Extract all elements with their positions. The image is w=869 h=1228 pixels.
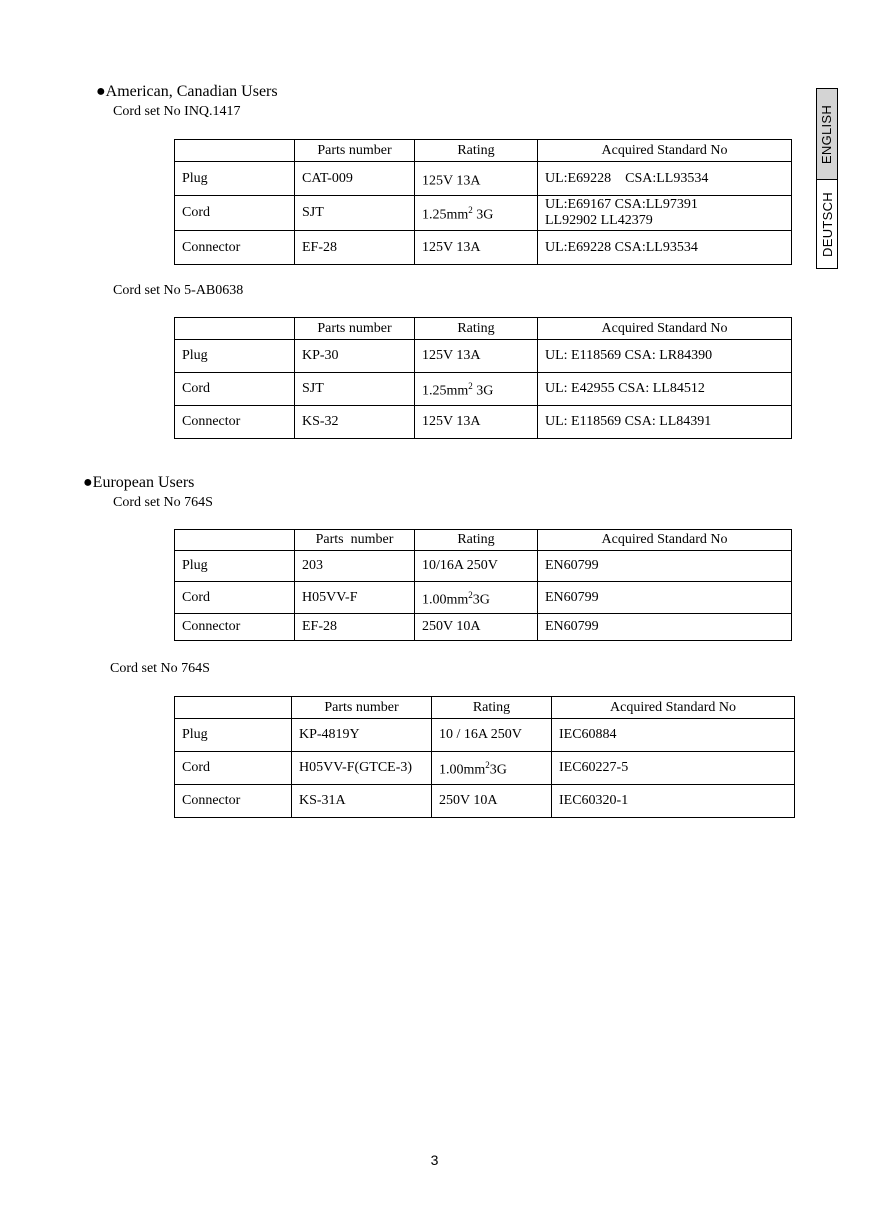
tab-deutsch[interactable] <box>817 180 837 268</box>
part-cell: KP-30 <box>295 340 415 373</box>
header-cell: Acquired Standard No <box>538 530 792 551</box>
part-cell: SJT <box>295 196 415 231</box>
rating-cell: 125V 13A <box>415 340 538 373</box>
part-cell: H05VV-F <box>295 582 415 614</box>
standard-cell: UL: E118569 CSA: LR84390 <box>538 340 792 373</box>
item-cell: Cord <box>175 752 292 785</box>
table-row <box>175 752 795 785</box>
table-header-row <box>175 530 792 551</box>
rating-cell: $1.25mm^2$ 3G <box>415 373 538 406</box>
tab-deutsch-label: DEUTSCH <box>819 191 835 257</box>
rating-cell: 10 / 16A 250V <box>432 719 552 752</box>
item-cell: Plug <box>175 719 292 752</box>
standard-cell: IEC60884 <box>552 719 795 752</box>
item-cell: Plug <box>175 162 295 196</box>
header-cell: Parts number <box>295 530 415 551</box>
standard-cell: EN60799 <box>538 614 792 641</box>
part-cell: KS-32 <box>295 406 415 439</box>
cord-set-label-2: Cord set No 5-AB0638 <box>113 283 244 298</box>
header-cell: Rating <box>415 530 538 551</box>
table-row <box>175 196 792 231</box>
table-row <box>175 582 792 614</box>
header-cell <box>175 530 295 551</box>
table-row <box>175 373 792 406</box>
item-cell: Connector <box>175 406 295 439</box>
standard-cell: UL: E42955 CSA: LL84512 <box>538 373 792 406</box>
header-cell <box>175 318 295 340</box>
rating-cell: $1.00mm^23G$ <box>415 582 538 614</box>
table-header-row <box>175 318 792 340</box>
rating-cell: 125V 13A <box>415 406 538 439</box>
header-cell: Rating <box>415 140 538 162</box>
item-cell: Connector <box>175 231 295 265</box>
item-cell: Plug <box>175 340 295 373</box>
item-cell: Connector <box>175 785 292 818</box>
rating-cell: 250V 10A <box>432 785 552 818</box>
rating-cell: $1.00mm^23G$ <box>432 752 552 785</box>
table-header-row <box>175 140 792 162</box>
header-cell: Parts number <box>292 697 432 719</box>
header-cell: Parts number <box>295 140 415 162</box>
rating-cell: 10/16A 250V <box>415 551 538 582</box>
table-row <box>175 614 792 641</box>
table-row <box>175 340 792 373</box>
part-cell: KP-4819Y <box>292 719 432 752</box>
language-tabs <box>816 88 838 269</box>
tab-english-label: ENGLISH <box>819 104 835 164</box>
item-cell: Cord <box>175 373 295 406</box>
header-cell: Rating <box>415 318 538 340</box>
part-cell: EF-28 <box>295 614 415 641</box>
header-cell: Acquired Standard No <box>538 318 792 340</box>
standard-cell: EN60799 <box>538 551 792 582</box>
header-cell: Rating <box>432 697 552 719</box>
spec-table-2 <box>174 317 792 439</box>
cord-set-label-1: Cord set No INQ.1417 <box>113 104 241 119</box>
part-cell: EF-28 <box>295 231 415 265</box>
spec-table-4 <box>174 696 795 818</box>
section-heading-american: ●American, Canadian Users <box>96 83 278 100</box>
rating-cell: 125V 13A <box>415 162 538 196</box>
cord-set-label-4: Cord set No 764S <box>110 661 210 676</box>
table-row <box>175 231 792 265</box>
table-header-row <box>175 697 795 719</box>
table-row <box>175 162 792 196</box>
rating-cell: 250V 10A <box>415 614 538 641</box>
table-row <box>175 406 792 439</box>
item-cell: Cord <box>175 582 295 614</box>
item-cell: Plug <box>175 551 295 582</box>
table-row <box>175 719 795 752</box>
table-row <box>175 785 795 818</box>
part-cell: KS-31A <box>292 785 432 818</box>
rating-cell: $1.25mm^2$ 3G <box>415 196 538 231</box>
part-cell: H05VV-F(GTCE-3) <box>292 752 432 785</box>
header-cell <box>175 140 295 162</box>
spec-table-1 <box>174 139 792 265</box>
standard-cell: UL: E118569 CSA: LL84391 <box>538 406 792 439</box>
standard-cell: IEC60227-5 <box>552 752 795 785</box>
item-cell: Connector <box>175 614 295 641</box>
standard-cell: IEC60320-1 <box>552 785 795 818</box>
header-cell: Acquired Standard No <box>538 140 792 162</box>
standard-cell: UL:E69167 CSA:LL97391 LL92902 LL42379 <box>538 196 792 231</box>
standard-cell: UL:E69228 CSA:LL93534 <box>538 231 792 265</box>
header-cell: Acquired Standard No <box>552 697 795 719</box>
part-cell: CAT-009 <box>295 162 415 196</box>
standard-cell: UL:E69228 CSA:LL93534 <box>538 162 792 196</box>
header-cell <box>175 697 292 719</box>
page-number: 3 <box>430 1152 439 1168</box>
item-cell: Cord <box>175 196 295 231</box>
header-cell: Parts number <box>295 318 415 340</box>
rating-cell: 125V 13A <box>415 231 538 265</box>
part-cell: 203 <box>295 551 415 582</box>
part-cell: SJT <box>295 373 415 406</box>
section-heading-european: ●European Users <box>83 474 195 491</box>
spec-table-3 <box>174 529 792 641</box>
tab-english[interactable] <box>817 89 837 180</box>
table-row <box>175 551 792 582</box>
standard-cell: EN60799 <box>538 582 792 614</box>
cord-set-label-3: Cord set No 764S <box>113 495 213 510</box>
